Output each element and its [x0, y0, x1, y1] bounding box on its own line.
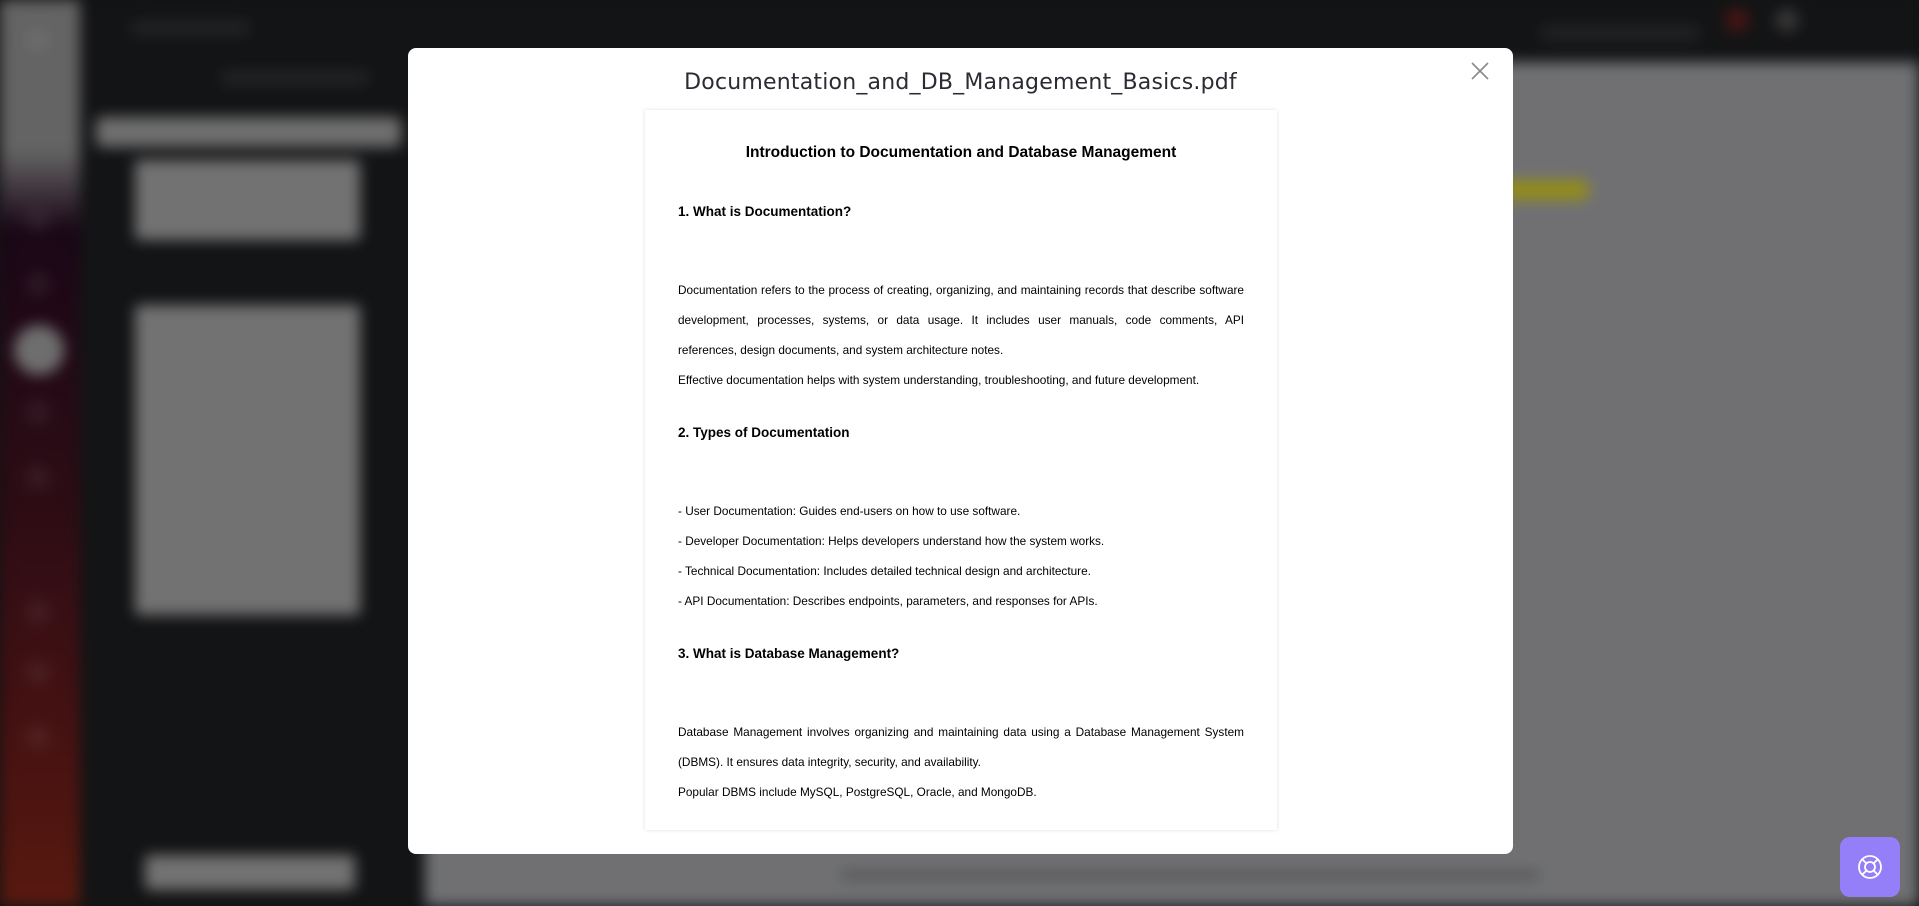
pdf-preview-modal: [408, 48, 1513, 854]
list-item: - API Documentation: Describes endpoints, parameters, and responses for APIs.: [678, 594, 1098, 608]
close-icon: [1471, 62, 1489, 80]
list-item: - User Documentation: Guides end-users on how to use software.: [678, 504, 1021, 518]
section-paragraph: Database Management involves organizing and maintaining data using a Database Management System (DBMS). It ensures data integrity, security, and availability.: [678, 725, 1244, 769]
section-heading: 2. Types of Documentation: [678, 425, 850, 440]
list-item: - Technical Documentation: Includes detailed technical design and architecture.: [678, 564, 1091, 578]
section-paragraph: Effective documentation helps with system understanding, troubleshooting, and future development.: [678, 373, 1200, 387]
modal-title: Documentation_and_DB_Management_Basics.pdf: [684, 70, 1237, 95]
close-button[interactable]: [1467, 58, 1493, 84]
pdf-page: [645, 110, 1277, 830]
document-section: [678, 646, 1244, 807]
document-section: [678, 204, 1244, 395]
lifebuoy-icon: [1856, 853, 1884, 881]
document-section: [678, 425, 1244, 616]
section-heading: 1. What is Documentation?: [678, 204, 852, 219]
section-heading: 3. What is Database Management?: [678, 646, 900, 661]
document-title: Introduction to Documentation and Database Management: [745, 144, 1177, 161]
support-button[interactable]: [1840, 837, 1900, 897]
section-paragraph: Documentation refers to the process of creating, organizing, and maintaining records that describe software development, processes, systems, or data usage. It includes user manuals, code comments, API references, design documents, and system architecture notes.: [678, 283, 1244, 357]
list-item: - Developer Documentation: Helps developers understand how the system works.: [678, 534, 1105, 548]
section-paragraph: Popular DBMS include MySQL, PostgreSQL, Oracle, and MongoDB.: [678, 785, 1037, 799]
